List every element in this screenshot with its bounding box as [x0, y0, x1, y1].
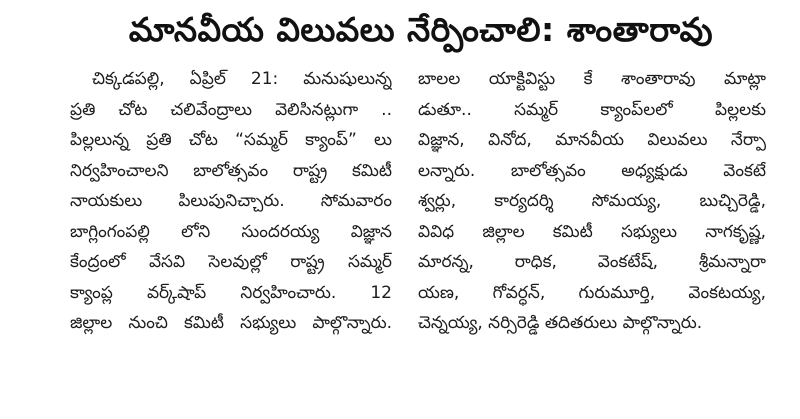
article-line: వివిధ జిల్లాల కమిటీ సభ్యులు నాగకృష్ణ, [418, 221, 766, 242]
article-line: బాలల యాక్టివిస్టు కే శాంతారావు మాట్లా [418, 69, 766, 89]
article-line: చిక్కడపల్లి, ఏప్రిల్ 21: మనుషులున్న [92, 69, 392, 89]
article-line: కేంద్రంలో వేసవి సెలవుల్లో రాష్ట్ర సమ్మర్ [70, 252, 392, 272]
article-line: క్యాంప్ల వర్క్‌షాప్ నిర్వహించారు. 12 [70, 282, 392, 303]
article-column-right [418, 64, 766, 339]
article-line: శ్వర్లు, కార్యదర్శి సోమయ్య, బుచ్చిరెడ్డి, [418, 191, 766, 211]
article-line: డుతూ.. సమ్మర్ క్యాంప్‌లలో పిల్లలకు [418, 99, 766, 120]
article-line: నిర్వహించాలని బాలోత్సవం రాష్ట్ర కమిటీ [70, 160, 392, 181]
article-line: ప్రతి చోట చలివేంద్రాలు వెలిసినట్లుగా .. [70, 99, 392, 120]
article-line: నాయకులు పిలుపునిచ్చారు. సోమవారం [70, 191, 392, 211]
article-headline: మానవీయ విలువలు నేర్పించాలి: శాంతారావు [128, 10, 714, 49]
article-line: బాగ్లింగంపల్లి లోని సుందరయ్య విజ్ఞాన [70, 221, 392, 242]
article-line: యణ, గోవర్ధన్, గురుమూర్తి, వెంకటయ్య, [418, 282, 766, 303]
article-line: పిల్లలున్న ప్రతి చోట “సమ్మర్ క్యాంప్” లు [70, 130, 392, 150]
article-line: చెన్నయ్య, నర్సిరెడ్డి తదితరులు పాల్గొన్నారు. [418, 313, 703, 333]
article-line: లన్నారు. బాలోత్సవం అధ్యక్షుడు వెంకటే [418, 160, 766, 181]
article-line: జిల్లాల నుంచి కమిటీ సభ్యులు పాల్గొన్నారు. [70, 313, 392, 333]
article-line: విజ్ఞాన, వినోద, మానవీయ విలువలు నేర్పా [418, 130, 766, 150]
article-column-left [70, 64, 392, 339]
article-line: మారన్న, రాధిక, వెంకటేష్, శ్రీమన్నారా [418, 252, 766, 272]
